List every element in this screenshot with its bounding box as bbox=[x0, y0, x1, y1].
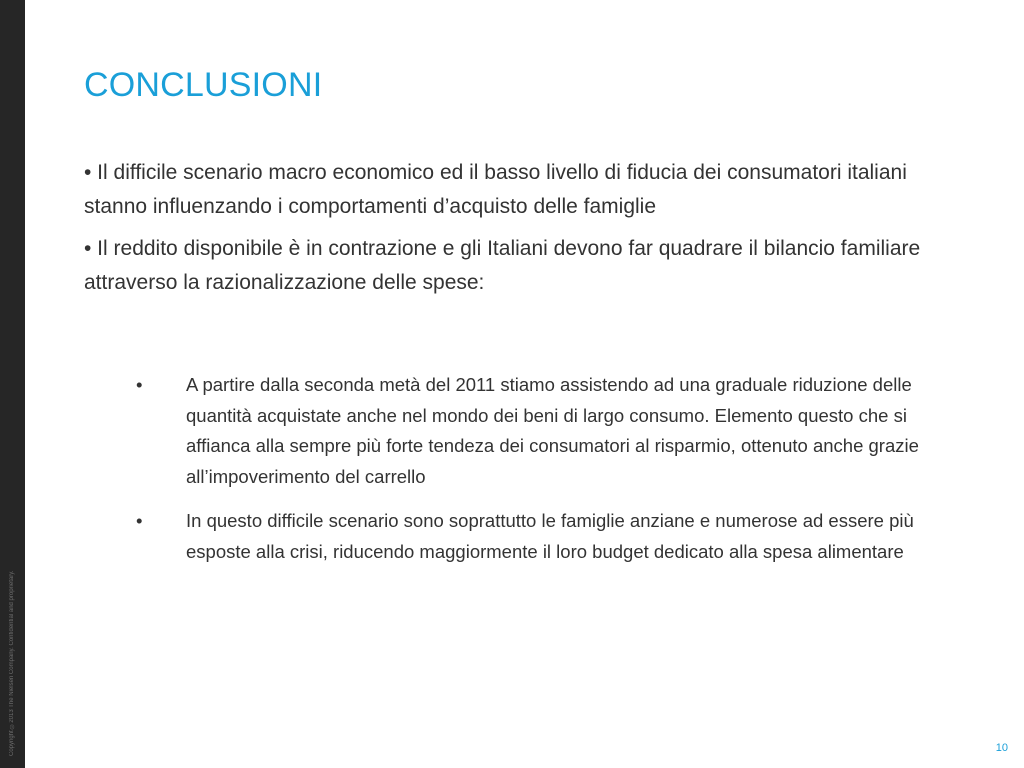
bullet-marker: • bbox=[136, 374, 143, 395]
bullet-item: • Il difficile scenario macro economico ed il basso livello di fiducia dei consumatori italiani stanno influenzando i comportamenti d’acquisto delle famiglie bbox=[84, 161, 907, 218]
sidebar bbox=[0, 0, 25, 768]
sub-bullet-item bbox=[132, 506, 932, 567]
sub-bullet-item bbox=[132, 370, 932, 492]
copyright-notice: Copyright ©2013 The Nielsen Company. Confidential and proprietary. bbox=[9, 570, 15, 756]
slide-title: CONCLUSIONI bbox=[84, 66, 323, 104]
bullet-item: • Il reddito disponibile è in contrazione e gli Italiani devono far quadrare il bilancio familiare attraverso la razionalizzazione delle spese: bbox=[84, 237, 921, 294]
sub-bullet-text: A partire dalla seconda metà del 2011 stiamo assistendo ad una graduale riduzione delle quantità acquistate anche nel mondo dei beni di largo consumo. Elemento questo che si affianca alla sempre più forte tendeza dei consumatori al risparmio, ottenuto anche grazie all’impoverimento del carrello bbox=[186, 374, 919, 487]
sub-bullet-list bbox=[132, 370, 932, 581]
sub-bullet-text: In questo difficile scenario sono soprattutto le famiglie anziane e numerose ad essere più esposte alla crisi, riducendo maggiormente il loro budget dedicato alla spesa alimentare bbox=[186, 510, 914, 562]
bullet-list bbox=[84, 156, 954, 308]
page-number: 10 bbox=[995, 742, 1008, 754]
bullet-marker: • bbox=[136, 510, 143, 531]
